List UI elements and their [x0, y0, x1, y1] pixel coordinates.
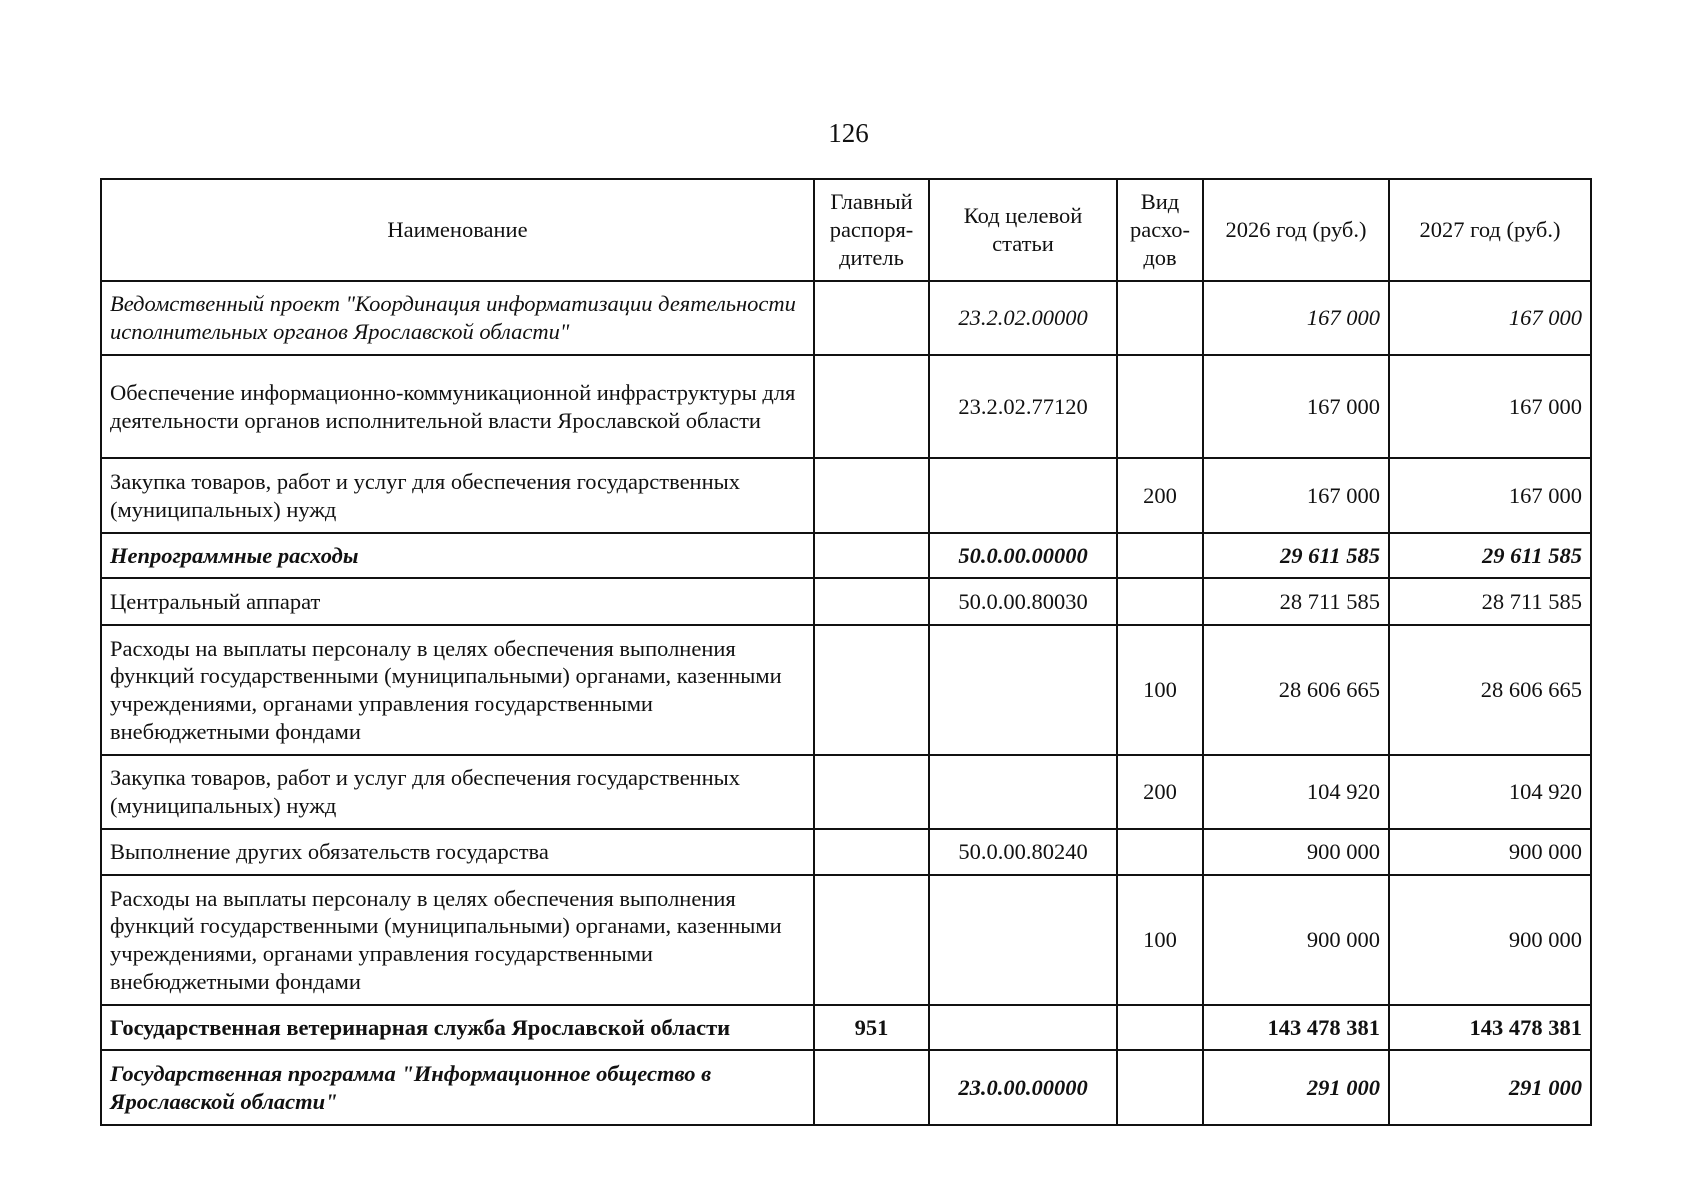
row-2027: 167 000	[1389, 458, 1591, 533]
row-glavny	[814, 355, 929, 458]
row-2027: 900 000	[1389, 829, 1591, 875]
table-row	[101, 355, 1591, 458]
table-row	[101, 829, 1591, 875]
table-row	[101, 625, 1591, 755]
row-vid	[1117, 1050, 1203, 1125]
page-number: 126	[828, 118, 869, 148]
row-name: Ведомственный проект "Координация информатизации деятельности исполнительных органов Ярославской области"	[101, 281, 814, 355]
row-code	[929, 458, 1117, 533]
row-vid: 200	[1117, 458, 1203, 533]
row-vid	[1117, 578, 1203, 625]
row-name: Непрограммные расходы	[101, 533, 814, 578]
row-vid: 100	[1117, 625, 1203, 755]
table-row	[101, 755, 1591, 829]
table-row	[101, 458, 1591, 533]
header-vid-rashodov: Вид расхо-дов	[1117, 179, 1203, 281]
row-code: 50.0.00.00000	[929, 533, 1117, 578]
row-2027: 900 000	[1389, 875, 1591, 1005]
row-vid: 200	[1117, 755, 1203, 829]
row-name: Закупка товаров, работ и услуг для обеспечения государственных (муниципальных) нужд	[101, 755, 814, 829]
row-glavny	[814, 829, 929, 875]
row-vid	[1117, 829, 1203, 875]
row-2026: 28 711 585	[1203, 578, 1389, 625]
row-glavny	[814, 625, 929, 755]
row-vid	[1117, 355, 1203, 458]
header-name: Наименование	[101, 179, 814, 281]
row-glavny	[814, 875, 929, 1005]
row-vid	[1117, 533, 1203, 578]
header-kod-statyi: Код целевой статьи	[929, 179, 1117, 281]
row-name: Обеспечение информационно-коммуникационной инфраструктуры для деятельности органов исполнительной власти Ярославской области	[101, 355, 814, 458]
row-2026: 28 606 665	[1203, 625, 1389, 755]
table-row	[101, 875, 1591, 1005]
row-2026: 900 000	[1203, 875, 1389, 1005]
header-2027: 2027 год (руб.)	[1389, 179, 1591, 281]
row-name: Центральный аппарат	[101, 578, 814, 625]
row-glavny	[814, 281, 929, 355]
table-row	[101, 533, 1591, 578]
row-name: Государственная ветеринарная служба Ярославской области	[101, 1005, 814, 1050]
header-2026: 2026 год (руб.)	[1203, 179, 1389, 281]
row-2027: 167 000	[1389, 355, 1591, 458]
row-glavny	[814, 755, 929, 829]
row-vid	[1117, 281, 1203, 355]
row-2026: 167 000	[1203, 458, 1389, 533]
row-code	[929, 875, 1117, 1005]
row-2027: 291 000	[1389, 1050, 1591, 1125]
row-2027: 143 478 381	[1389, 1005, 1591, 1050]
row-2026: 167 000	[1203, 281, 1389, 355]
table-row	[101, 578, 1591, 625]
row-glavny	[814, 1050, 929, 1125]
table-row	[101, 1005, 1591, 1050]
row-2026: 29 611 585	[1203, 533, 1389, 578]
row-vid	[1117, 1005, 1203, 1050]
row-glavny	[814, 458, 929, 533]
row-2026: 104 920	[1203, 755, 1389, 829]
row-2027: 29 611 585	[1389, 533, 1591, 578]
table-header-row	[101, 179, 1591, 281]
row-glavny	[814, 578, 929, 625]
row-vid: 100	[1117, 875, 1203, 1005]
row-2027: 28 606 665	[1389, 625, 1591, 755]
row-name: Закупка товаров, работ и услуг для обеспечения государственных (муниципальных) нужд	[101, 458, 814, 533]
row-code: 50.0.00.80240	[929, 829, 1117, 875]
row-code	[929, 755, 1117, 829]
row-code	[929, 1005, 1117, 1050]
header-glavny-rasporyaditel: Главный распоря-дитель	[814, 179, 929, 281]
row-code: 23.0.00.00000	[929, 1050, 1117, 1125]
row-2027: 28 711 585	[1389, 578, 1591, 625]
row-name: Выполнение других обязательств государства	[101, 829, 814, 875]
row-name: Расходы на выплаты персоналу в целях обеспечения выполнения функций государственными (муниципальными) органами, казенными учреждениями, органами управления государственными внебюджетными фондами	[101, 875, 814, 1005]
row-code: 23.2.02.00000	[929, 281, 1117, 355]
row-2027: 167 000	[1389, 281, 1591, 355]
budget-table	[100, 178, 1592, 1126]
row-name: Государственная программа "Информационное общество в Ярославской области"	[101, 1050, 814, 1125]
row-2026: 900 000	[1203, 829, 1389, 875]
row-2026: 143 478 381	[1203, 1005, 1389, 1050]
row-2026: 167 000	[1203, 355, 1389, 458]
row-glavny: 951	[814, 1005, 929, 1050]
row-2026: 291 000	[1203, 1050, 1389, 1125]
row-code: 23.2.02.77120	[929, 355, 1117, 458]
row-code: 50.0.00.80030	[929, 578, 1117, 625]
row-2027: 104 920	[1389, 755, 1591, 829]
table-row	[101, 1050, 1591, 1125]
table-row	[101, 281, 1591, 355]
row-code	[929, 625, 1117, 755]
row-glavny	[814, 533, 929, 578]
row-name: Расходы на выплаты персоналу в целях обеспечения выполнения функций государственными (муниципальными) органами, казенными учреждениями, органами управления государственными внебюджетными фондами	[101, 625, 814, 755]
